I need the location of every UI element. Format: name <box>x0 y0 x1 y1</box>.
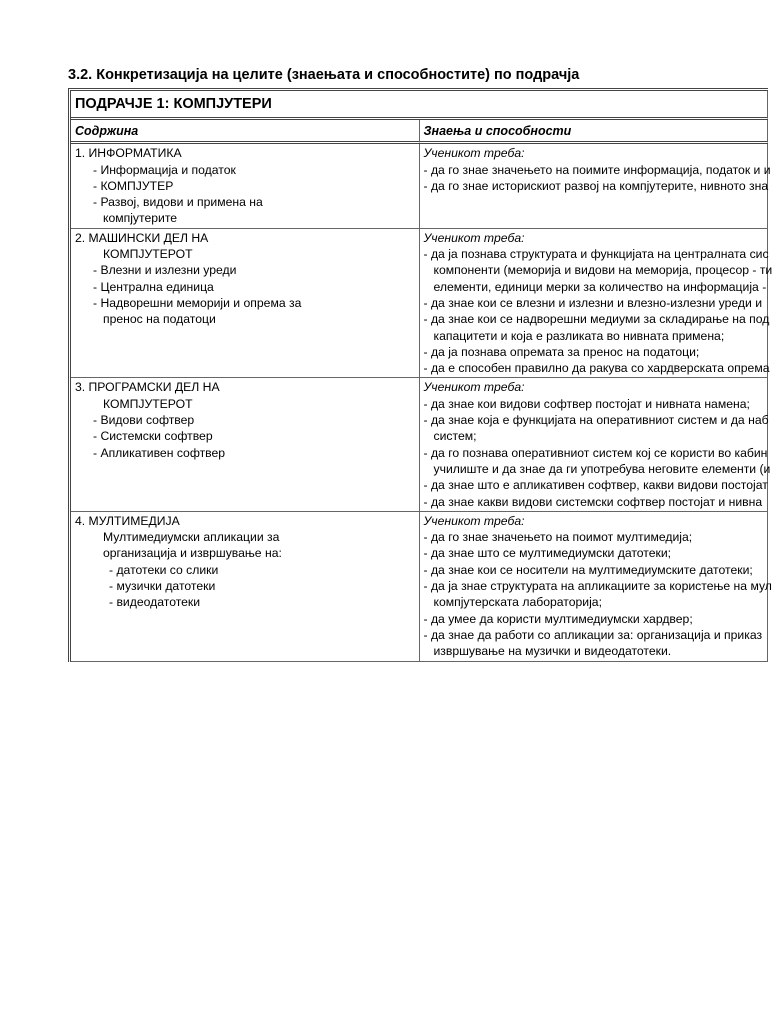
table-body <box>71 144 772 661</box>
knowledge-line: - да знае што се мултимедиумски датотеки; <box>423 546 672 561</box>
knowledge-line: училиште и да знае да ги употребува неговите елементи (и <box>433 461 771 476</box>
knowledge-line: - да умее да користи мултимедиумски хардвер; <box>423 611 693 626</box>
knowledge-line: - да знае која е функцијата на оперативниот систем и да наб <box>423 413 769 428</box>
knowledge-line: - да знае кои се надворешни медиуми за складирање на под <box>423 312 770 327</box>
content-line: КОМПЈУТЕРОТ <box>103 396 193 411</box>
knowledge-line: - да го знае историскиот развој на компјутерите, нивното зна <box>423 178 769 193</box>
page-heading: 3.2. Конкретизација на целите (знаењата и способностите) по подрачја <box>68 67 580 83</box>
knowledge-line: Ученикот треба: <box>423 146 525 161</box>
knowledge-cell <box>420 512 772 662</box>
knowledge-line: - да ја познава опремата за пренос на податоци; <box>423 344 700 359</box>
content-line: - датотеки со слики <box>109 562 219 577</box>
knowledge-line: - да ја познава структурата и функцијата на централната сис <box>423 247 769 262</box>
knowledge-line: - да е способен правилно да ракува со хардверската опрема <box>423 361 770 376</box>
content-line: - Апликативен софтвер <box>93 445 226 460</box>
content-line: - Влезни и излезни уреди <box>93 263 237 278</box>
content-line: - Видови софтвер <box>93 413 195 428</box>
knowledge-line: Ученикот треба: <box>423 380 525 395</box>
knowledge-cell <box>420 229 772 379</box>
content-line: - музички датотеки <box>109 579 216 594</box>
knowledge-line: извршување на музички и видеодатотеки. <box>433 644 672 659</box>
content-cell <box>71 378 420 511</box>
table-row <box>71 378 768 511</box>
content-cell <box>71 229 420 379</box>
knowledge-line: - да знае кои се носители на мултимедиумските датотеки; <box>423 562 753 577</box>
knowledge-cell <box>420 378 769 511</box>
content-line: - Развој, видови и примена на <box>93 195 263 210</box>
curriculum-table <box>68 88 772 662</box>
column-header-knowledge: Знаења и способности <box>420 120 769 144</box>
content-line: КОМПЈУТЕРОТ <box>103 247 193 262</box>
content-line: - Централна единица <box>93 279 214 294</box>
knowledge-line: Ученикот треба: <box>423 513 525 528</box>
content-line: пренос на податоци <box>103 312 216 327</box>
knowledge-cell <box>420 144 769 228</box>
area-title: ПОДРАЧЈЕ 1: КОМПЈУТЕРИ <box>71 91 768 120</box>
column-header-content: Содржина <box>71 120 420 144</box>
knowledge-line: - да го знае значењето на поимот мултимедија; <box>423 530 693 545</box>
table-row <box>71 512 768 662</box>
content-line: - Системски софтвер <box>93 429 213 444</box>
content-line: Мултимедиумски апликации за <box>103 530 280 545</box>
knowledge-line: Ученикот треба: <box>423 230 525 245</box>
content-line: 1. ИНФОРМАТИКА <box>75 146 182 161</box>
knowledge-line: систем; <box>433 429 477 444</box>
knowledge-line: елементи, единици мерки за количество на информација - <box>433 279 767 294</box>
knowledge-line: - да знае да работи со апликации за: организација и приказ <box>423 627 763 642</box>
content-cell <box>71 144 420 228</box>
content-line: 3. ПРОГРАМСКИ ДЕЛ НА <box>75 380 220 395</box>
table-row <box>71 229 768 379</box>
knowledge-line: - да знае кои видови софтвер постојат и нивната намена; <box>423 396 750 411</box>
knowledge-line: - да ја знае структурата на апликациите за користење на мул <box>423 579 772 594</box>
content-line: - Надворешни меморији и опрема за <box>93 295 302 310</box>
knowledge-line: - да го знае значењето на поимите информација, податок и и <box>423 162 771 177</box>
content-cell <box>71 512 420 662</box>
knowledge-line: капацитети и која е разликата во нивната примена; <box>433 328 725 343</box>
content-line: - Информација и податок <box>93 162 236 177</box>
knowledge-line: - да знае кои се влезни и излезни и влезно-излезни уреди и <box>423 295 763 310</box>
table-row <box>71 144 768 228</box>
content-line: - КОМПЈУТЕР <box>93 178 174 193</box>
knowledge-line: компоненти (меморија и видови на меморија, процесор - ти <box>433 263 772 278</box>
knowledge-line: - да го познава оперативниот систем кој се користи во кабин <box>423 445 768 460</box>
knowledge-line: - да знае што е апликативен софтвер, какви видови постојат <box>423 478 768 493</box>
content-line: 4. МУЛТИМЕДИЈА <box>75 513 180 528</box>
content-line: 2. МАШИНСКИ ДЕЛ НА <box>75 230 209 245</box>
content-line: организација и извршување на: <box>103 546 282 561</box>
knowledge-line: - да знае какви видови системски софтвер постојат и нивна <box>423 494 763 509</box>
content-line: - видеодатотеки <box>109 595 201 610</box>
knowledge-line: компјутерската лабораторија; <box>433 595 602 610</box>
content-line: компјутерите <box>103 211 178 226</box>
